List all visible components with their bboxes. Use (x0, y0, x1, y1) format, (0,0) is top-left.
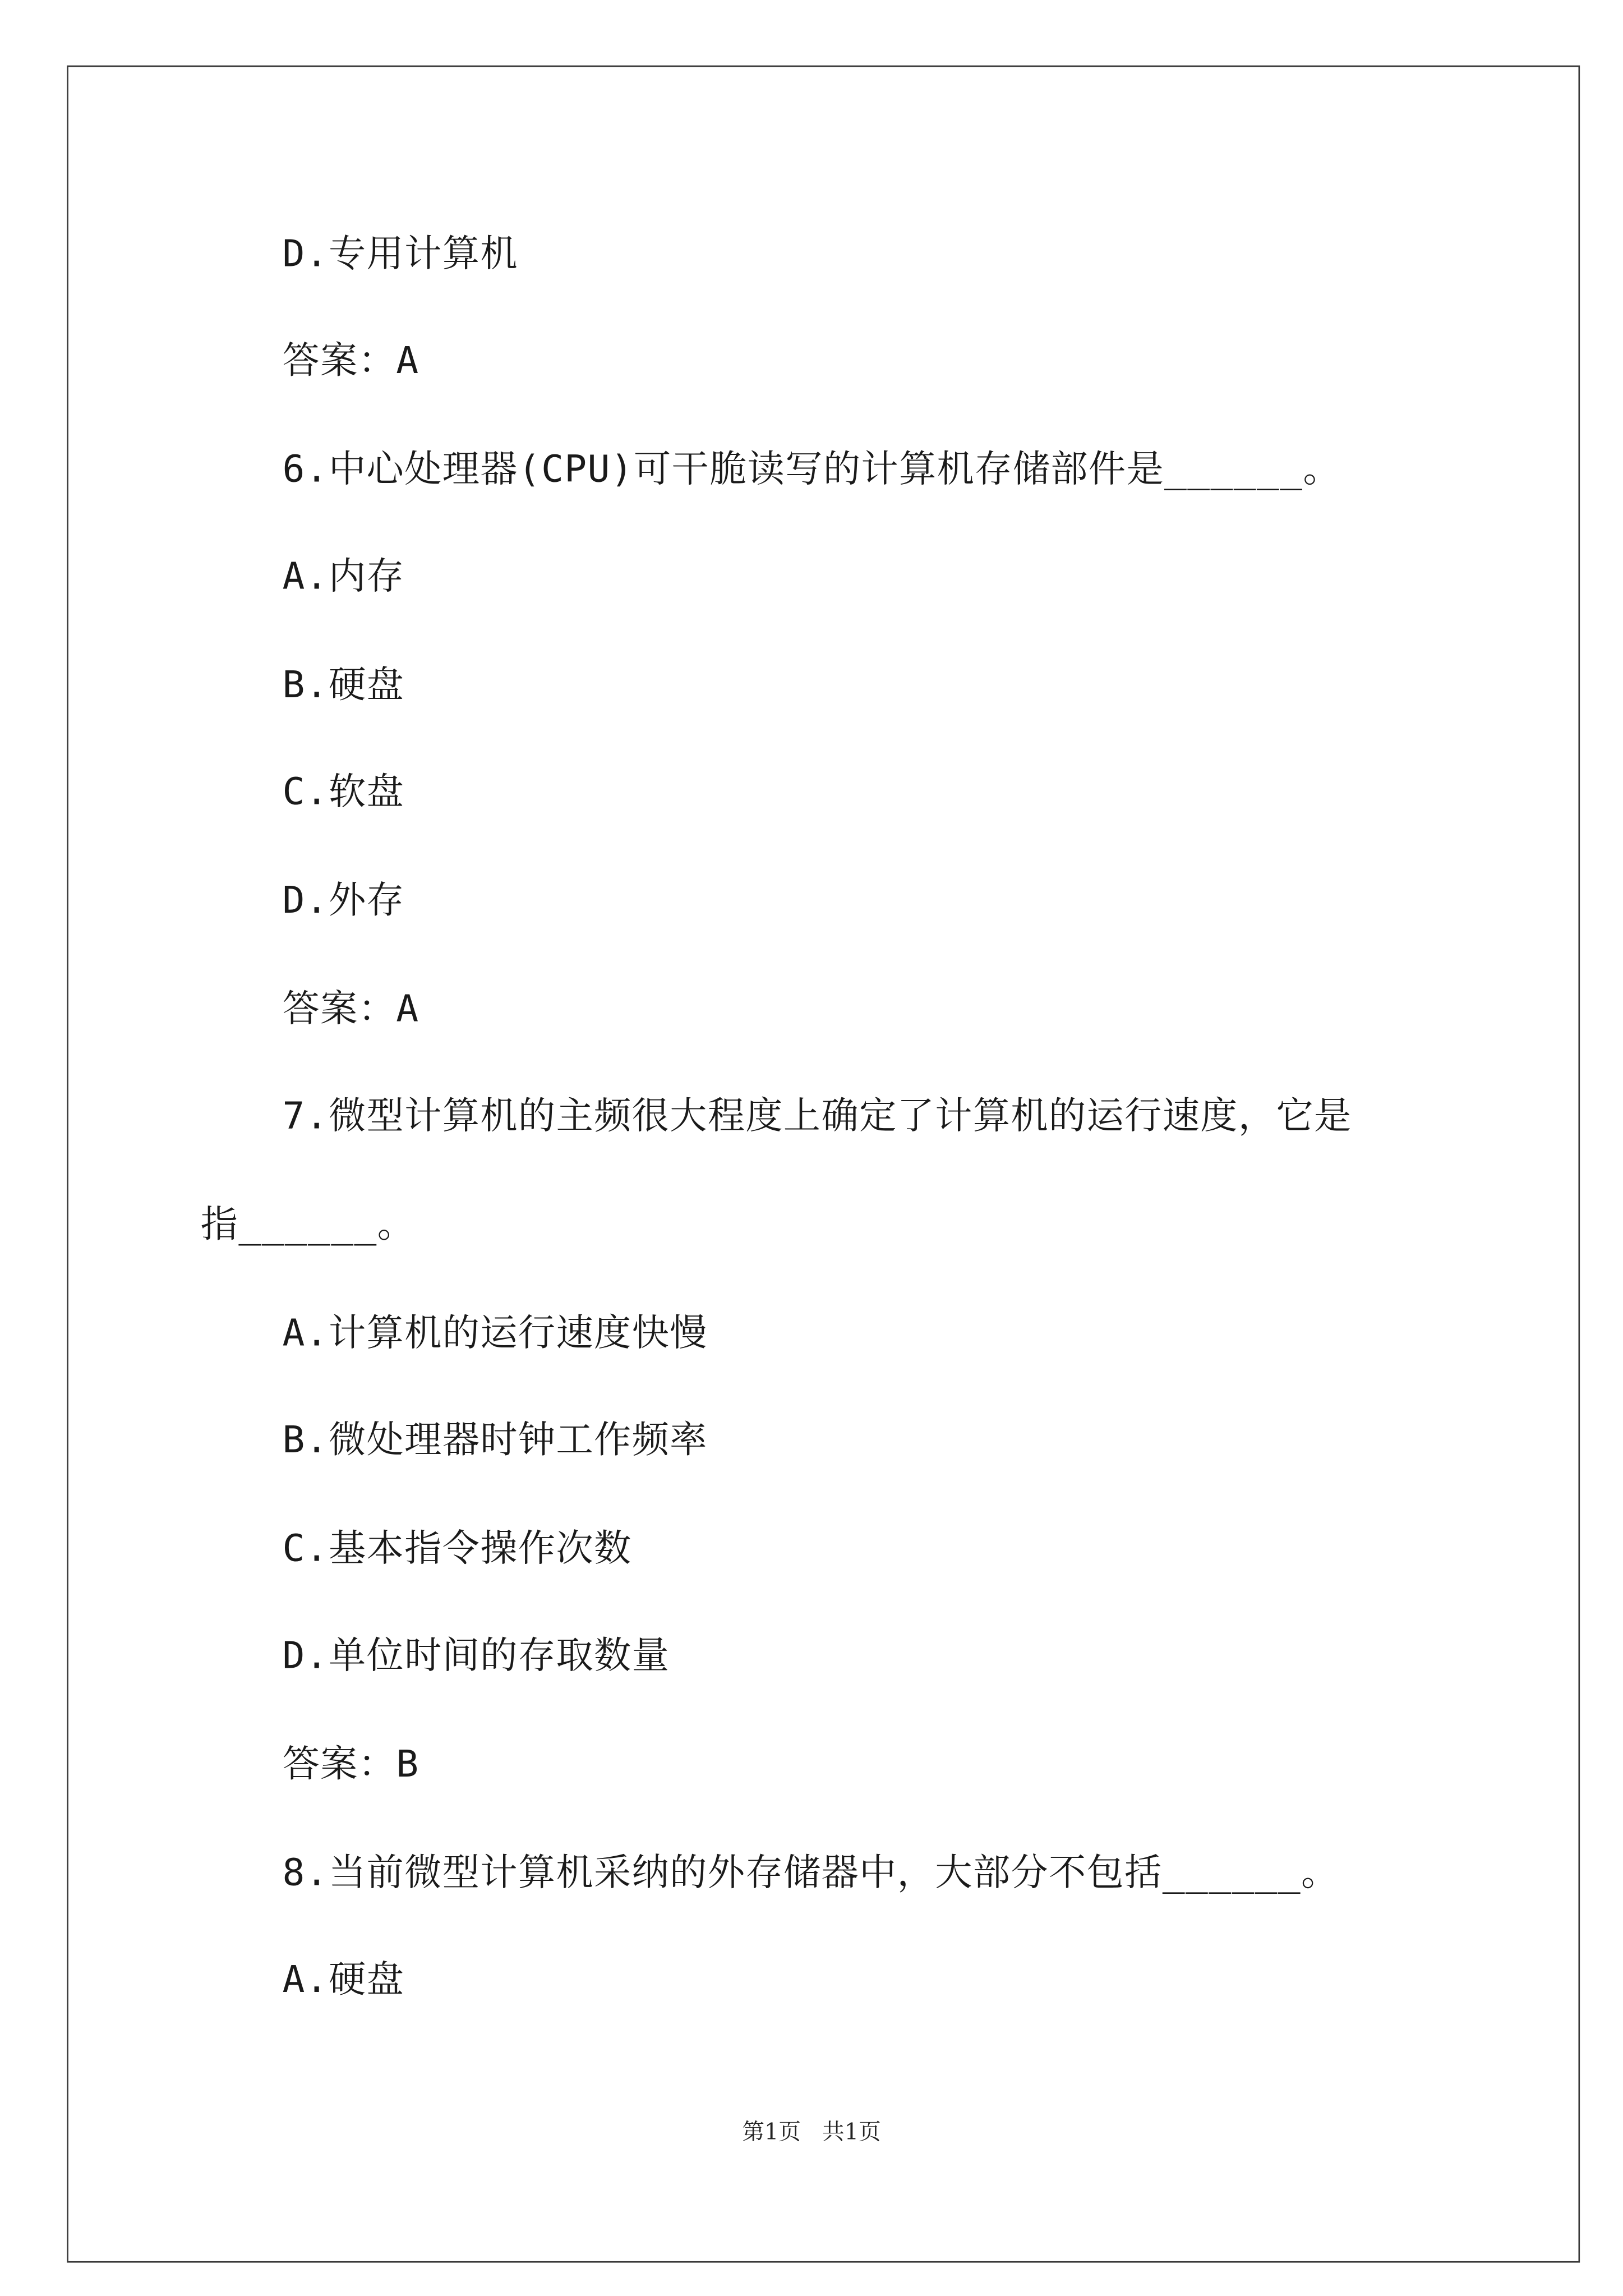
question-6: 6.中心处理器(CPU)可干脆读写的计算机存储部件是______。 (282, 447, 1341, 491)
page-footer: 第1页 共1页 (742, 2118, 881, 2146)
option-8a: A.硬盘 (282, 1958, 405, 2001)
option-7d: D.单位时间的存取数量 (282, 1634, 670, 1677)
option-6d: D.外存 (282, 878, 405, 922)
option-6a: A.内存 (282, 554, 405, 598)
option-7a: A.计算机的运行速度快慢 (282, 1311, 708, 1355)
option-6c: C.软盘 (282, 770, 405, 813)
option-7c: C.基本指令操作次数 (282, 1526, 632, 1570)
question-7-line1: 7.微型计算机的主频很大程度上确定了计算机的运行速度，它是 (282, 1094, 1352, 1138)
answer-5: 答案：A (282, 339, 419, 383)
option-6d-prev: D.专用计算机 (282, 232, 518, 275)
question-8: 8.当前微型计算机采纳的外存储器中，大部分不包括______。 (282, 1851, 1339, 1894)
answer-6: 答案：A (282, 987, 419, 1030)
question-7-line2: 指______。 (200, 1202, 416, 1246)
answer-7: 答案：B (282, 1742, 419, 1786)
option-6b: B.硬盘 (282, 662, 405, 706)
page-border (67, 66, 1580, 2263)
option-7b: B.微处理器时钟工作频率 (282, 1418, 708, 1462)
